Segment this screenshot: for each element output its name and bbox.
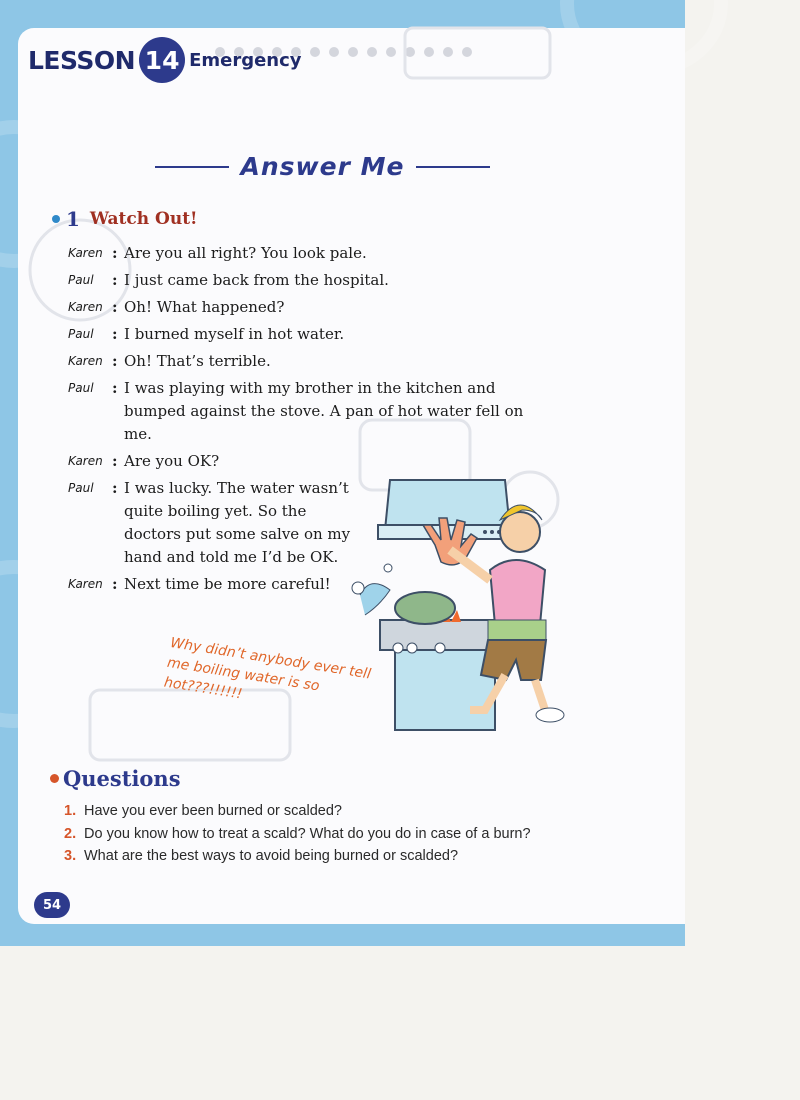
dialogue-line: Paul : I was playing with my brother in the kitchen and bumped against the stove. A pan of hot water fell on me. [68,377,568,446]
dialogue-line: Karen : Oh! That’s terrible. [68,350,568,373]
dialogue-line: Paul : I burned myself in hot water. [68,323,568,346]
line-text: Oh! That’s terrible. [124,352,271,370]
dialogue-line: Karen : Next time be more careful! [68,573,568,596]
lesson-header [28,30,302,90]
dialogue-line: Karen : Are you OK? [68,450,568,473]
lesson-topic: Emergency [189,49,302,71]
part-heading [52,207,198,231]
questions-title: Questions [63,766,181,791]
part-title: Watch Out! [89,209,198,229]
line-text: I was lucky. The water wasn’t quite boiling yet. So the doctors put some salve on my hand and told me I’d be OK. [124,479,351,566]
question-item [64,823,624,846]
line-text: Are you all right? You look pale. [124,244,367,262]
lesson-number-badge: 14 [139,37,185,83]
question-text: What are the best ways to avoid being burned or scalded? [84,848,459,864]
dialogue-line: Karen : Are you all right? You look pale. [68,242,568,265]
speaker: Karen [68,454,103,468]
speaker: Karen [68,300,103,314]
speaker: Karen [68,577,103,591]
line-text: I just came back from the hospital. [124,271,389,289]
question-number: 3. [64,848,77,864]
dialogue-line: Paul : I was lucky. The water wasn’t quite boiling yet. So the doctors put some salve on my hand and told me I’d be OK. [68,477,568,569]
page-number: 54 [34,892,70,918]
title-rule-right [416,166,490,168]
questions-heading [50,766,181,791]
lesson-label: LESSON [28,45,136,75]
section-title-text: Answer Me [240,152,405,181]
speaker: Paul [68,327,94,341]
speaker: Paul [68,481,94,495]
line-text: Next time be more careful! [124,575,331,593]
speech-exclamation: Why didn’t anybody ever tell me boiling water is so hot???!!!!!! [162,634,372,703]
dialogue-line: Karen : Oh! What happened? [68,296,568,319]
question-item [64,800,624,823]
bullet-icon [50,774,59,783]
question-number: 2. [64,825,77,842]
bullet-icon [52,215,60,223]
questions-list [64,800,624,868]
question-text: Do you know how to treat a scald? What do you do in case of a burn? [84,825,531,842]
question-number: 1. [64,803,77,819]
speaker: Paul [68,381,94,395]
part-number: 1 [66,207,80,231]
line-text: I was playing with my brother in the kitchen and bumped against the stove. A pan of hot water fell on me. [124,379,524,443]
question-text: Have you ever been burned or scalded? [84,803,342,819]
line-text: Are you OK? [124,452,220,470]
section-title [155,152,490,181]
line-text: I burned myself in hot water. [124,325,345,343]
speaker: Paul [68,273,94,287]
line-text: Oh! What happened? [124,298,285,316]
speaker: Karen [68,354,103,368]
speaker: Karen [68,246,103,260]
question-item [64,845,624,868]
dialogue-line: Paul : I just came back from the hospital. [68,269,568,292]
title-rule-left [155,166,229,168]
